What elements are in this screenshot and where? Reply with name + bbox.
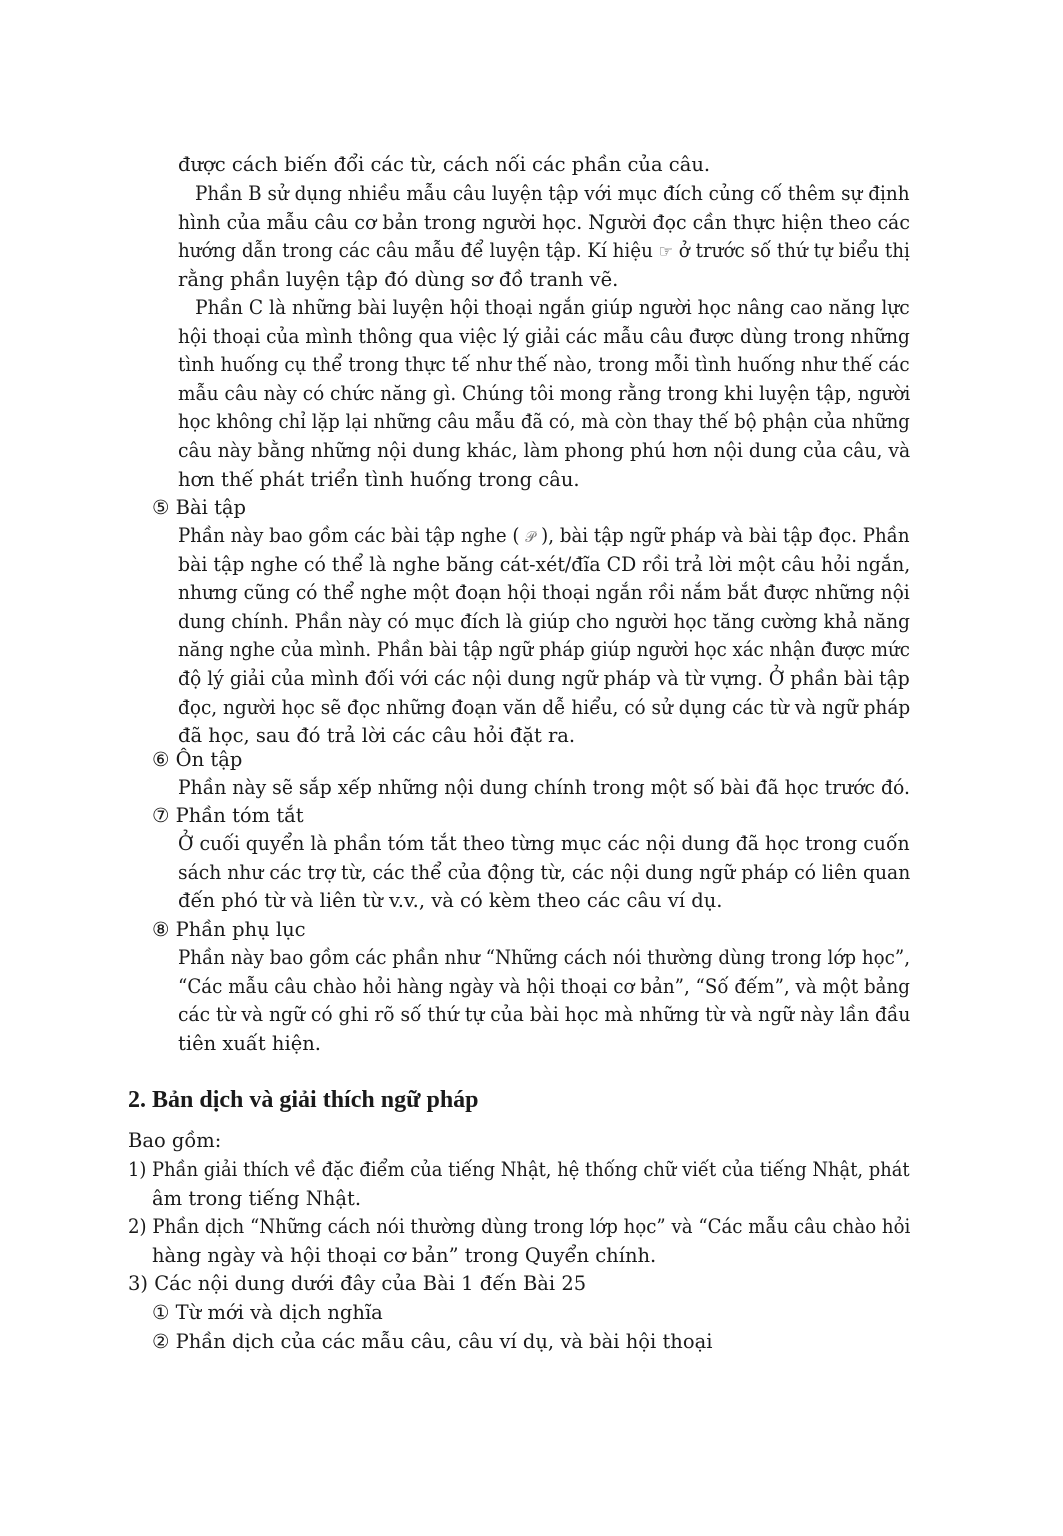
text-line: được cách biến đổi các từ, cách nối các phần của câu.	[178, 153, 711, 176]
text-line: 3) Các nội dung dưới đây của Bài 1 đến Bài 25	[128, 1272, 587, 1295]
pointing-hand-icon: ☞	[658, 242, 673, 263]
item-5-title: ⑤ Bài tập	[152, 496, 247, 519]
text-line: mẫu câu này có chức năng gì. Chúng tôi mong rằng trong khi luyện tập, người	[178, 381, 911, 405]
ear-icon: 𝒫	[525, 528, 536, 546]
text-line: hàng ngày và hội thoại cơ bản” trong Quyển chính.	[152, 1244, 657, 1267]
text-line: Phần B sử dụng nhiều mẫu câu luyện tập với mục đích củng cố thêm sự định	[194, 182, 910, 205]
text-line: bài tập nghe có thể là nghe băng cát-xét/đĩa CD rồi trả lời một câu hỏi ngắn,	[178, 552, 911, 576]
text-line	[178, 522, 910, 551]
text-line: đã học, sau đó trả lời các câu hỏi đặt ra.	[178, 724, 576, 748]
list-item-2	[128, 1213, 968, 1242]
text-line: đến phó từ và liên từ v.v., và có kèm theo các câu ví dụ.	[178, 889, 723, 913]
list-item-3-subitems	[152, 1299, 910, 1356]
item-7-body	[178, 830, 910, 916]
item-6-title: ⑥ Ôn tập	[152, 748, 243, 771]
text-line: rằng phần luyện tập đó dùng sơ đồ tranh vẽ.	[178, 267, 619, 291]
text-segment: Phần này bao gồm các bài tập nghe (	[178, 524, 526, 547]
section-2-intro: Bao gồm:	[128, 1129, 222, 1152]
text-line: Phần này sẽ sắp xếp những nội dung chính trong một số bài đã học trước đó.	[178, 776, 910, 799]
text-line: tiên xuất hiện.	[178, 1031, 322, 1055]
text-line: các từ và ngữ có ghi rõ số thứ tự của bài học mà những từ và ngữ này lần đầu	[178, 1003, 911, 1027]
part-b-paragraph	[178, 180, 910, 294]
sub-item: ② Phần dịch của các mẫu câu, câu ví dụ, và bài hội thoại	[152, 1329, 713, 1353]
text-line: sách như các trợ từ, các thể của động từ, các nội dung ngữ pháp có liên quan	[178, 860, 911, 884]
text-line: năng nghe của mình. Phần bài tập ngữ pháp giúp người học xác nhận được mức	[178, 638, 910, 662]
list-item-3	[128, 1270, 586, 1299]
text-line: 2) Phần dịch “Những cách nói thường dùng trong lớp học” và “Các mẫu câu chào hỏi	[128, 1215, 911, 1238]
text-line: hơn thế phát triển tình huống trong câu.	[178, 467, 580, 491]
text-segment: ở trước số thứ tự biểu thị	[672, 239, 910, 263]
text-line: Phần này bao gồm các phần như “Những cách nói thường dùng trong lớp học”,	[178, 946, 911, 969]
text-line: Ở cuối quyển là phần tóm tắt theo từng mục các nội dung đã học trong cuốn	[178, 832, 910, 855]
item-8-body	[178, 944, 910, 1058]
text-line: tình huống cụ thể trong thực tế như thế nào, trong mỗi tình huống như thế các	[178, 353, 910, 377]
text-line: hình của mẫu câu cơ bản trong người học. Người đọc cần thực hiện theo các	[178, 210, 910, 234]
section-2-heading: 2. Bản dịch và giải thích ngữ pháp	[128, 1087, 479, 1113]
text-line: âm trong tiếng Nhật.	[152, 1187, 362, 1210]
text-line: hội thoại của mình thông qua việc lý giải các mẫu câu được dùng trong những	[178, 324, 910, 348]
text-line: câu này bằng những nội dung khác, làm phong phú hơn nội dung của câu, và	[178, 438, 911, 462]
item-7-title: ⑦ Phần tóm tắt	[152, 804, 304, 827]
text-segment: ), bài tập ngữ pháp và bài tập đọc. Phần	[535, 524, 910, 547]
text-line: “Các mẫu câu chào hỏi hàng ngày và hội thoại cơ bản”, “Số đếm”, và một bảng	[178, 974, 910, 998]
intro-paragraph	[178, 151, 910, 180]
list-item-1	[128, 1156, 980, 1185]
text-line: độ lý giải của mình đối với các nội dung ngữ pháp và từ vựng. Ở phần bài tập	[178, 666, 910, 690]
text-line: đọc, người học sẽ đọc những đoạn văn dễ hiểu, có sử dụng các từ và ngữ pháp	[178, 695, 911, 719]
item-5-body	[178, 522, 910, 751]
text-line: học không chỉ lặp lại những câu mẫu đã có, mà còn thay thế bộ phận của những	[178, 410, 910, 434]
text-line: 1) Phần giải thích về đặc điểm của tiếng Nhật, hệ thống chữ viết của tiếng Nhật, phát	[128, 1158, 910, 1181]
item-6-body	[178, 774, 910, 803]
text-segment: hướng dẫn trong các câu mẫu để luyện tập. Kí hiệu	[178, 239, 653, 263]
part-c-paragraph	[178, 294, 910, 494]
text-line: Phần C là những bài luyện hội thoại ngắn giúp người học nâng cao năng lực	[195, 296, 910, 319]
list-item-2-continuation	[152, 1242, 910, 1271]
sub-item: ① Từ mới và dịch nghĩa	[152, 1301, 383, 1324]
item-8-title: ⑧ Phần phụ lục	[152, 918, 306, 941]
text-line: dung chính. Phần này có mục đích là giúp cho người học tăng cường khả năng	[178, 609, 910, 633]
text-line	[178, 237, 910, 266]
list-item-1-continuation	[152, 1185, 910, 1214]
text-line: nhưng cũng có thể nghe một đoạn hội thoại ngắn rồi nắm bắt được những nội	[178, 581, 910, 605]
